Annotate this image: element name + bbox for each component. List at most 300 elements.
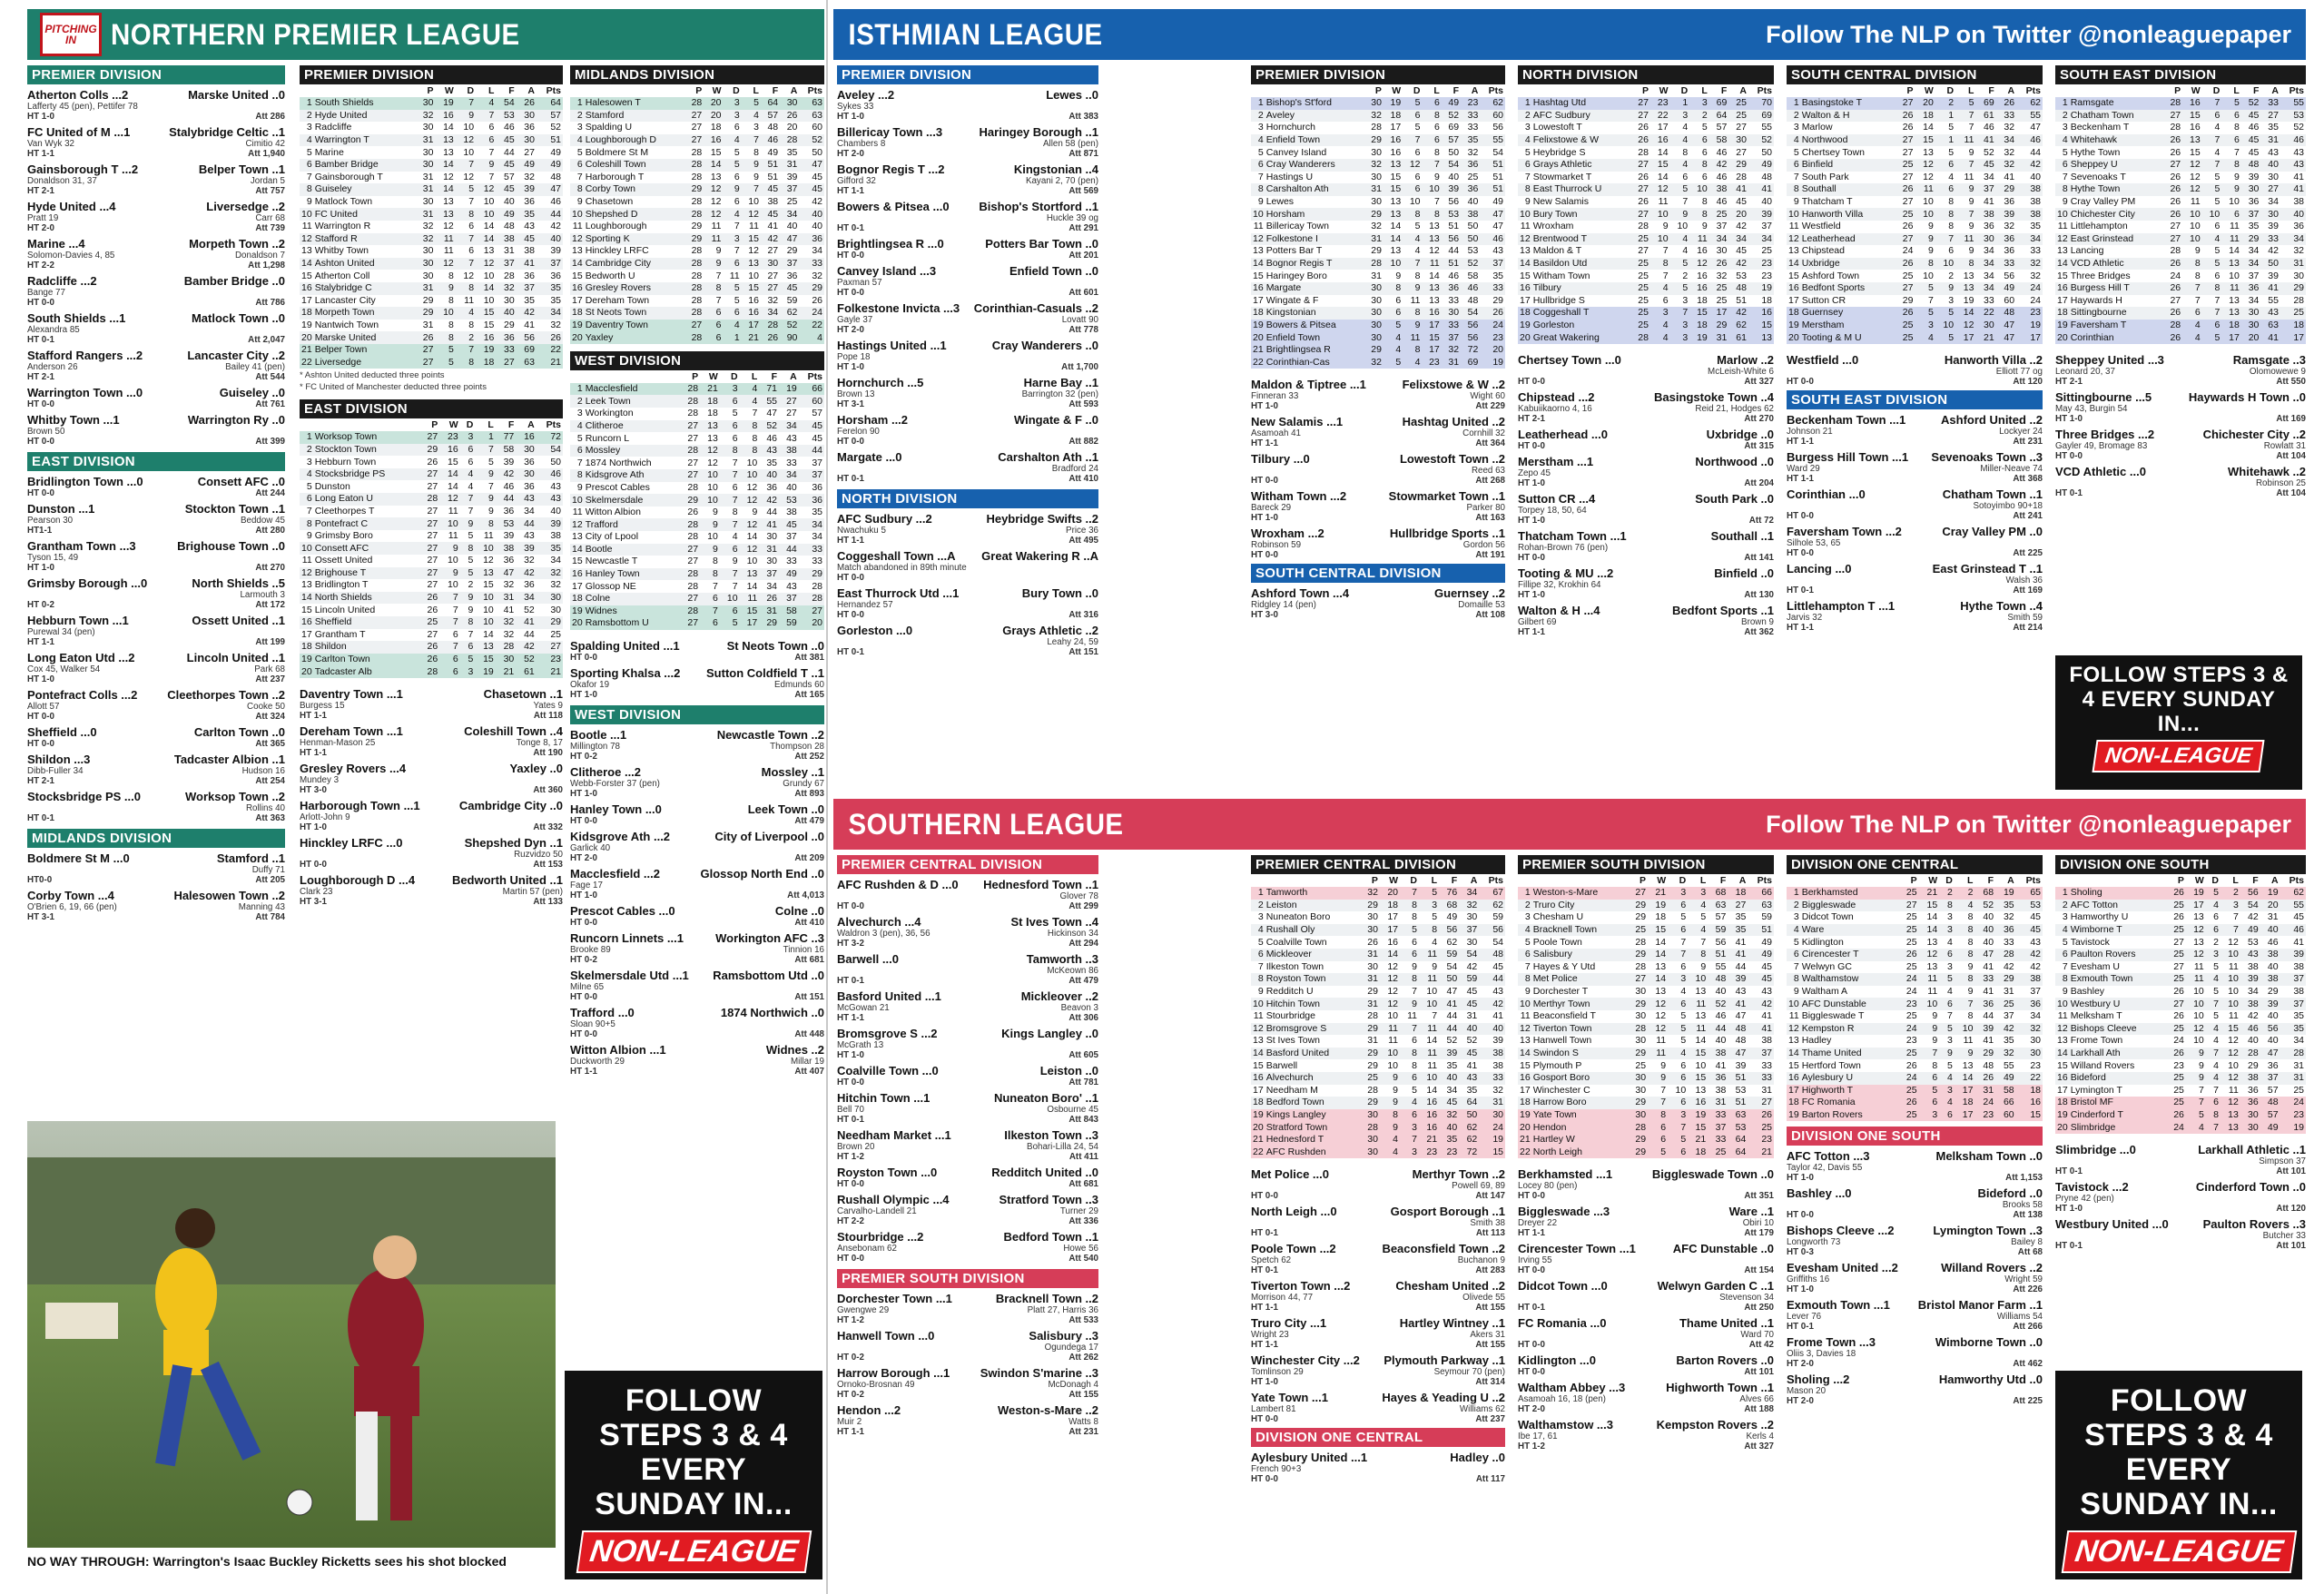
- table-cell: 35: [2241, 221, 2261, 233]
- home-team: Sheppey United ...3: [2055, 352, 2164, 367]
- table-cell: 40: [496, 307, 516, 320]
- table-cell: 46: [1708, 1010, 1728, 1023]
- table-cell: 9: [1670, 208, 1690, 221]
- home-scorers: Sykes 33: [837, 102, 874, 112]
- table-cell: 4: [1955, 900, 1975, 912]
- half-time: HT 1-1: [27, 149, 54, 159]
- table-row: [1251, 122, 1505, 134]
- team-name: Maldon & T: [1531, 245, 1631, 258]
- table-cell: 38: [2280, 196, 2306, 209]
- table-cell: 5: [724, 146, 742, 159]
- match-result: [1787, 599, 2043, 633]
- away-scorers: [968, 600, 1098, 610]
- table-cell: 6: [720, 605, 740, 618]
- table-cell: 5: [1403, 122, 1422, 134]
- table-row: [2055, 122, 2306, 134]
- table-cell: 32: [761, 295, 780, 308]
- table-cell: 27: [419, 480, 439, 493]
- team-name: Cray Wanderers: [1265, 159, 1364, 172]
- match-meta: [837, 939, 1098, 949]
- table-cell: 11: [1419, 1023, 1439, 1036]
- away-team: Kingstonian ..4: [1013, 162, 1098, 176]
- home-team: Corinthian ...0: [1787, 487, 1866, 501]
- result-line: [1787, 1186, 2043, 1200]
- team-name: East Grinstead: [2069, 233, 2163, 246]
- half-time: HT 0-0: [1787, 510, 1814, 521]
- home-team: Corby Town ...4: [27, 889, 114, 902]
- attendance: Att 364: [1475, 438, 1505, 449]
- table-cell: 7: [2202, 307, 2222, 320]
- away-team: Lowestoft Town ..2: [1399, 452, 1505, 467]
- table-cell: 29: [1728, 159, 1748, 172]
- table-cell: 12: [2221, 1035, 2240, 1048]
- table-cell: 17: [1253, 1084, 1264, 1096]
- away-scorers: Brown 9: [1741, 616, 1774, 627]
- attendance: Att 315: [1744, 440, 1774, 451]
- table-cell: 12: [2221, 1048, 2240, 1060]
- table-cell: 14: [1380, 949, 1400, 961]
- away-team: Ramsgate ..3: [2232, 352, 2306, 367]
- photo-caption: NO WAY THROUGH: Warrington's Isaac Buckley Ricketts sees his shot blocked: [27, 1554, 507, 1569]
- table-cell: 48: [761, 122, 780, 134]
- table-cell: 4: [1670, 122, 1690, 134]
- away-scorers: Rollins 40: [245, 803, 285, 813]
- away-team: Hednesford Town ..1: [983, 878, 1098, 891]
- team-name: Halesowen T: [584, 97, 684, 110]
- result-line: [300, 724, 563, 738]
- table-cell: 5: [2202, 172, 2222, 184]
- table-cell: 45: [1748, 973, 1774, 986]
- scorers: [837, 966, 1098, 976]
- table-cell: 7: [456, 159, 476, 172]
- table-cell: 25: [1898, 1048, 1919, 1060]
- away-scorers: Robinson 25: [2255, 477, 2306, 488]
- table-cell: 32: [1461, 146, 1480, 159]
- away-scorers: Donaldson 7: [234, 251, 285, 261]
- scorers: [1251, 1404, 1505, 1414]
- home-team: South Shields ...1: [27, 311, 126, 325]
- table-cell: 10: [2221, 949, 2240, 961]
- table-header-d: D: [1413, 85, 1421, 96]
- table-cell: 10: [2186, 986, 2206, 999]
- table-cell: 1: [1787, 97, 1800, 110]
- match-result: [1518, 604, 1774, 637]
- scorers: [27, 516, 285, 526]
- attendance: Att 363: [255, 813, 285, 823]
- table-cell: 46: [761, 134, 780, 147]
- table-row: [570, 556, 824, 568]
- match-meta: [570, 992, 824, 1002]
- scorers: [300, 701, 563, 711]
- table-cell: 2: [1251, 900, 1265, 912]
- home-team: Grimsby Borough ...0: [27, 576, 148, 590]
- table-cell: 76: [1439, 887, 1459, 900]
- half-time: HT 0-0: [570, 652, 597, 663]
- table-row: [2055, 1109, 2306, 1122]
- table-cell: 4: [799, 331, 824, 344]
- table-cell: 27: [1630, 183, 1650, 196]
- table-cell: 40: [2016, 172, 2043, 184]
- table-cell: 30: [517, 134, 537, 147]
- table-row: [570, 320, 824, 332]
- table-cell: 6: [2206, 1097, 2221, 1109]
- table-cell: 28: [419, 665, 439, 678]
- match-meta: [837, 399, 1098, 409]
- scorers: [837, 1343, 1098, 1353]
- team-name: Melksham T: [2069, 1010, 2166, 1023]
- attendance: Att 101: [2276, 1166, 2306, 1176]
- league-table: [1518, 874, 1774, 1158]
- table-cell: 47: [1996, 320, 2016, 332]
- away-team: Stockton Town ..1: [184, 502, 285, 516]
- match-result: [1518, 492, 1774, 526]
- team-name: Plymouth P: [1531, 1059, 1628, 1072]
- table-header-f: F: [2252, 875, 2259, 886]
- table-cell: 27: [2260, 183, 2280, 196]
- table-cell: 25: [1898, 1085, 1919, 1097]
- team-name: Lymington T: [2069, 1085, 2166, 1097]
- away-scorers: Miller-Neave 74: [1980, 463, 2043, 474]
- table-cell: 9: [704, 258, 723, 271]
- half-time: HT 0-0: [837, 1254, 864, 1264]
- table-cell: 5: [1689, 122, 1709, 134]
- away-team: Leiston ..0: [1039, 1064, 1098, 1077]
- table-cell: 40: [1442, 172, 1461, 184]
- table-cell: 14: [1648, 949, 1668, 961]
- table-cell: 23: [2016, 307, 2043, 320]
- table-cell: 6: [724, 122, 742, 134]
- away-team: Lancaster City ..2: [187, 349, 285, 362]
- match-meta: [1518, 1441, 1774, 1451]
- scorers: [570, 1057, 824, 1067]
- table-cell: 69: [1975, 97, 1995, 110]
- home-team: Dunston ...1: [27, 502, 95, 516]
- table-cell: 27: [419, 530, 439, 543]
- division-header: SOUTH EAST DIVISION: [2055, 65, 2306, 84]
- attendance: Att 117: [1475, 1474, 1505, 1485]
- table-row: [1251, 245, 1505, 258]
- team-name: Hullbridge S: [1531, 295, 1631, 308]
- table-cell: 26: [1895, 122, 1915, 134]
- match-result: [570, 904, 824, 928]
- match-result: [27, 614, 285, 647]
- team-name: Faversham T: [2069, 320, 2163, 332]
- half-time: HT 0-0: [27, 488, 54, 498]
- table-cell: 2: [570, 395, 584, 408]
- scorers: [1518, 1293, 1774, 1303]
- table-cell: 52: [1459, 1035, 1479, 1048]
- table-cell: 53: [1461, 245, 1480, 258]
- table-cell: 4: [724, 208, 742, 221]
- table-cell: 16: [1419, 1097, 1439, 1109]
- table-cell: 10: [1935, 258, 1955, 271]
- scorers: [1787, 427, 2043, 437]
- table-row: [300, 506, 563, 518]
- table-cell: 30: [496, 295, 516, 308]
- attendance: Att 270: [255, 563, 285, 573]
- table-cell: 25: [2166, 973, 2186, 986]
- table-cell: 32: [415, 110, 435, 123]
- table-cell: 47: [1728, 1010, 1748, 1023]
- team-name: Basingstoke T: [1800, 97, 1895, 110]
- away-scorers: [968, 102, 1098, 112]
- match-result: [1251, 1316, 1505, 1350]
- scorers: [837, 1244, 1098, 1254]
- match-result: [837, 1329, 1098, 1363]
- table-cell: 52: [799, 134, 824, 147]
- attendance: Att 118: [533, 710, 563, 721]
- table-cell: 40: [1439, 1121, 1459, 1134]
- table-cell: 7: [1400, 1134, 1419, 1146]
- match-result: [2055, 1143, 2306, 1176]
- table-cell: 30: [1975, 320, 1995, 332]
- away-team: Hythe Town ..4: [1960, 598, 2043, 613]
- table-cell: 34: [2240, 986, 2260, 999]
- half-time: HT 0-2: [837, 1390, 864, 1400]
- result-line: [837, 512, 1098, 526]
- table-cell: 25: [1709, 295, 1729, 308]
- scorers: [300, 887, 563, 897]
- table-cell: 7: [1668, 949, 1688, 961]
- table-cell: 38: [2016, 973, 2043, 986]
- half-time: HT 0-1: [1787, 1322, 1814, 1333]
- match-result: [570, 867, 824, 900]
- table-cell: 36: [1461, 183, 1480, 196]
- scorers: [837, 1206, 1098, 1216]
- table-cell: 63: [2260, 320, 2280, 332]
- table-cell: 20: [1520, 1121, 1531, 1133]
- match-result: [1518, 1381, 1774, 1414]
- away-scorers: [156, 553, 285, 563]
- table-cell: 4: [2206, 1059, 2221, 1072]
- home-scorers: [1787, 576, 1915, 585]
- table-header-p: P: [1641, 85, 1649, 96]
- table-cell: 19: [1253, 1108, 1264, 1120]
- away-scorers: Osbourne 45: [1047, 1105, 1098, 1115]
- half-time: HT 3-1: [300, 896, 327, 907]
- table-cell: 18: [2057, 307, 2068, 319]
- table-cell: 10: [439, 579, 459, 592]
- attendance: Att 448: [794, 1028, 824, 1039]
- table-cell: 7: [1403, 134, 1422, 147]
- table-row: [1251, 344, 1505, 357]
- table-cell: 6: [720, 395, 740, 408]
- table-cell: 6: [2182, 307, 2202, 320]
- half-time: HT 2-0: [837, 149, 864, 159]
- table-cell: 7: [460, 629, 476, 642]
- table-cell: 11: [435, 245, 455, 258]
- home-team: Dorchester Town ...1: [837, 1292, 952, 1305]
- table-row: [1251, 221, 1505, 233]
- table-cell: 5: [1919, 1085, 1940, 1097]
- home-scorers: McGrath 13: [837, 1040, 884, 1050]
- result-line: [570, 830, 824, 843]
- home-scorers: [837, 891, 968, 901]
- table-cell: 17: [1955, 1085, 1975, 1097]
- away-scorers: Kerls 4: [1746, 1432, 1774, 1442]
- table-header-l: L: [487, 419, 494, 431]
- table-header-pts: Pts: [1757, 85, 1772, 96]
- attendance: Att 153: [533, 859, 563, 870]
- table-cell: 41: [517, 258, 537, 271]
- team-name: Warrington R: [313, 221, 416, 233]
- table-cell: 9: [740, 507, 760, 519]
- table-cell: 25: [1895, 331, 1915, 344]
- table-cell: 42: [1728, 307, 1748, 320]
- table-cell: 33: [779, 457, 799, 469]
- scorers: [1518, 506, 1774, 516]
- table-cell: 57: [799, 408, 824, 420]
- match-result: [1251, 1205, 1505, 1238]
- table-cell: 3: [1939, 924, 1955, 937]
- table-cell: 7: [720, 457, 740, 469]
- table-cell: 9: [1955, 245, 1975, 258]
- away-team: Salisbury ..3: [1029, 1329, 1098, 1343]
- scorers: [570, 982, 824, 992]
- table-row: [570, 568, 824, 581]
- table-cell: 14: [301, 258, 312, 270]
- table-header-a: A: [1470, 875, 1478, 886]
- table-cell: 13: [2182, 134, 2202, 147]
- table-cell: 11: [475, 530, 495, 543]
- table-row: [1518, 1134, 1774, 1146]
- table-row: [1518, 208, 1774, 221]
- table-cell: 32: [537, 567, 563, 580]
- table-cell: 18: [301, 307, 312, 319]
- table-header-a: A: [527, 85, 535, 96]
- table-cell: 11: [2221, 961, 2240, 974]
- table-cell: 4: [2202, 146, 2222, 159]
- result-line: [1787, 413, 2043, 427]
- match-meta: [837, 186, 1098, 196]
- away-team: Hartley Wintney ..1: [1399, 1316, 1505, 1331]
- table-cell: 56: [1461, 331, 1480, 344]
- table-cell: 32: [537, 579, 563, 592]
- table-cell: 10: [301, 208, 312, 220]
- home-team: Leatherhead ...0: [1518, 427, 1608, 441]
- table-cell: 25: [1895, 270, 1915, 282]
- table-cell: 7: [1670, 196, 1690, 209]
- table-cell: 6: [1668, 1059, 1688, 1072]
- match-result: [2055, 353, 2306, 387]
- table-cell: 20: [1788, 331, 1799, 343]
- table-cell: 8: [2206, 1109, 2221, 1122]
- table-cell: 9: [300, 530, 313, 543]
- team-name: Morpeth Town: [313, 307, 416, 320]
- attendance: Att 411: [1068, 1152, 1098, 1162]
- table-cell: 10: [740, 556, 760, 568]
- table-cell: 7: [2206, 998, 2221, 1010]
- table-cell: 1: [1787, 887, 1800, 900]
- table-cell: 8: [1935, 196, 1955, 209]
- table-cell: 29: [1628, 1097, 1648, 1109]
- team-name: North Leigh: [1531, 1146, 1628, 1158]
- home-team: Stourbridge ...2: [837, 1230, 924, 1244]
- match-meta: [1251, 1414, 1505, 1424]
- table-row: [1518, 1109, 1774, 1122]
- table-cell: 5: [724, 282, 742, 295]
- table-cell: 37: [2241, 270, 2261, 282]
- home-team: Littlehampton T ...1: [1787, 598, 1896, 613]
- half-time: HT 1-0: [1518, 477, 1545, 488]
- table-cell: 43: [2260, 307, 2280, 320]
- table-cell: 8: [1787, 973, 1800, 986]
- table-row: [300, 245, 563, 258]
- table-cell: 19: [2057, 319, 2068, 330]
- table-row: [1251, 1035, 1505, 1048]
- table-row: [1787, 196, 2043, 209]
- match-result: [2055, 465, 2306, 498]
- table-cell: 36: [2240, 1085, 2260, 1097]
- table-cell: 42: [1459, 961, 1479, 974]
- table-cell: 38: [1479, 1048, 1505, 1060]
- table-cell: 35: [1459, 1085, 1479, 1097]
- table-cell: 12: [435, 221, 455, 233]
- table-row: [1518, 1059, 1774, 1072]
- table-cell: 7: [1251, 961, 1265, 974]
- table-cell: 36: [799, 494, 824, 507]
- attendance: Att 407: [794, 1066, 824, 1077]
- table-cell: 14: [1650, 172, 1670, 184]
- table-cell: 9: [435, 282, 455, 295]
- half-time: HT 1-0: [300, 822, 327, 832]
- table-cell: 6: [720, 544, 740, 556]
- table-cell: 48: [496, 221, 516, 233]
- table-row: [2055, 245, 2306, 258]
- home-scorers: Carvalho-Landell 21: [837, 1206, 917, 1216]
- table-row: [1787, 110, 2043, 123]
- spacer: [2055, 1134, 2306, 1139]
- attendance: Att 316: [1068, 610, 1098, 620]
- team-name: Hamworthy U: [2069, 911, 2166, 924]
- table-cell: 15: [1648, 924, 1668, 937]
- table-cell: 41: [2280, 183, 2306, 196]
- half-time: HT 1-2: [837, 1152, 864, 1162]
- attendance: Att 268: [1475, 476, 1505, 487]
- away-scorers: Akers 31: [1470, 1330, 1505, 1341]
- table-cell: 7: [1648, 1097, 1668, 1109]
- attendance: Att 250: [1744, 1303, 1774, 1314]
- team-name: Sevenoaks T: [2069, 172, 2163, 184]
- table-row: [1518, 936, 1774, 949]
- table-header-p: P: [695, 85, 703, 96]
- team-name: Stratford Town: [1265, 1121, 1360, 1134]
- table-cell: 5: [1419, 911, 1439, 924]
- attendance: Att 681: [794, 954, 824, 965]
- table-cell: 29: [1996, 183, 2016, 196]
- table-cell: 30: [415, 270, 435, 282]
- half-time: HT 0-3: [1787, 1247, 1814, 1258]
- attendance: Att 147: [1475, 1191, 1505, 1202]
- table-cell: 6: [1423, 134, 1442, 147]
- table-row: [570, 221, 824, 233]
- table-cell: 47: [2016, 122, 2043, 134]
- table-row: [2055, 986, 2306, 999]
- match-result: [1518, 455, 1774, 488]
- table-cell: 45: [2241, 110, 2261, 123]
- result-line: [1518, 604, 1774, 617]
- table-cell: 26: [780, 110, 799, 123]
- league-table: [2055, 84, 2306, 344]
- away-scorers: [1915, 1386, 2043, 1396]
- attendance: Att 141: [1744, 552, 1774, 563]
- away-scorers: Reid 21, Hodges 62: [1695, 403, 1774, 414]
- table-header-team: [570, 370, 680, 383]
- attendance: Att 163: [1475, 513, 1505, 524]
- scorers: [837, 600, 1098, 610]
- table-cell: 65: [2016, 887, 2043, 900]
- table-cell: 52: [1975, 146, 1995, 159]
